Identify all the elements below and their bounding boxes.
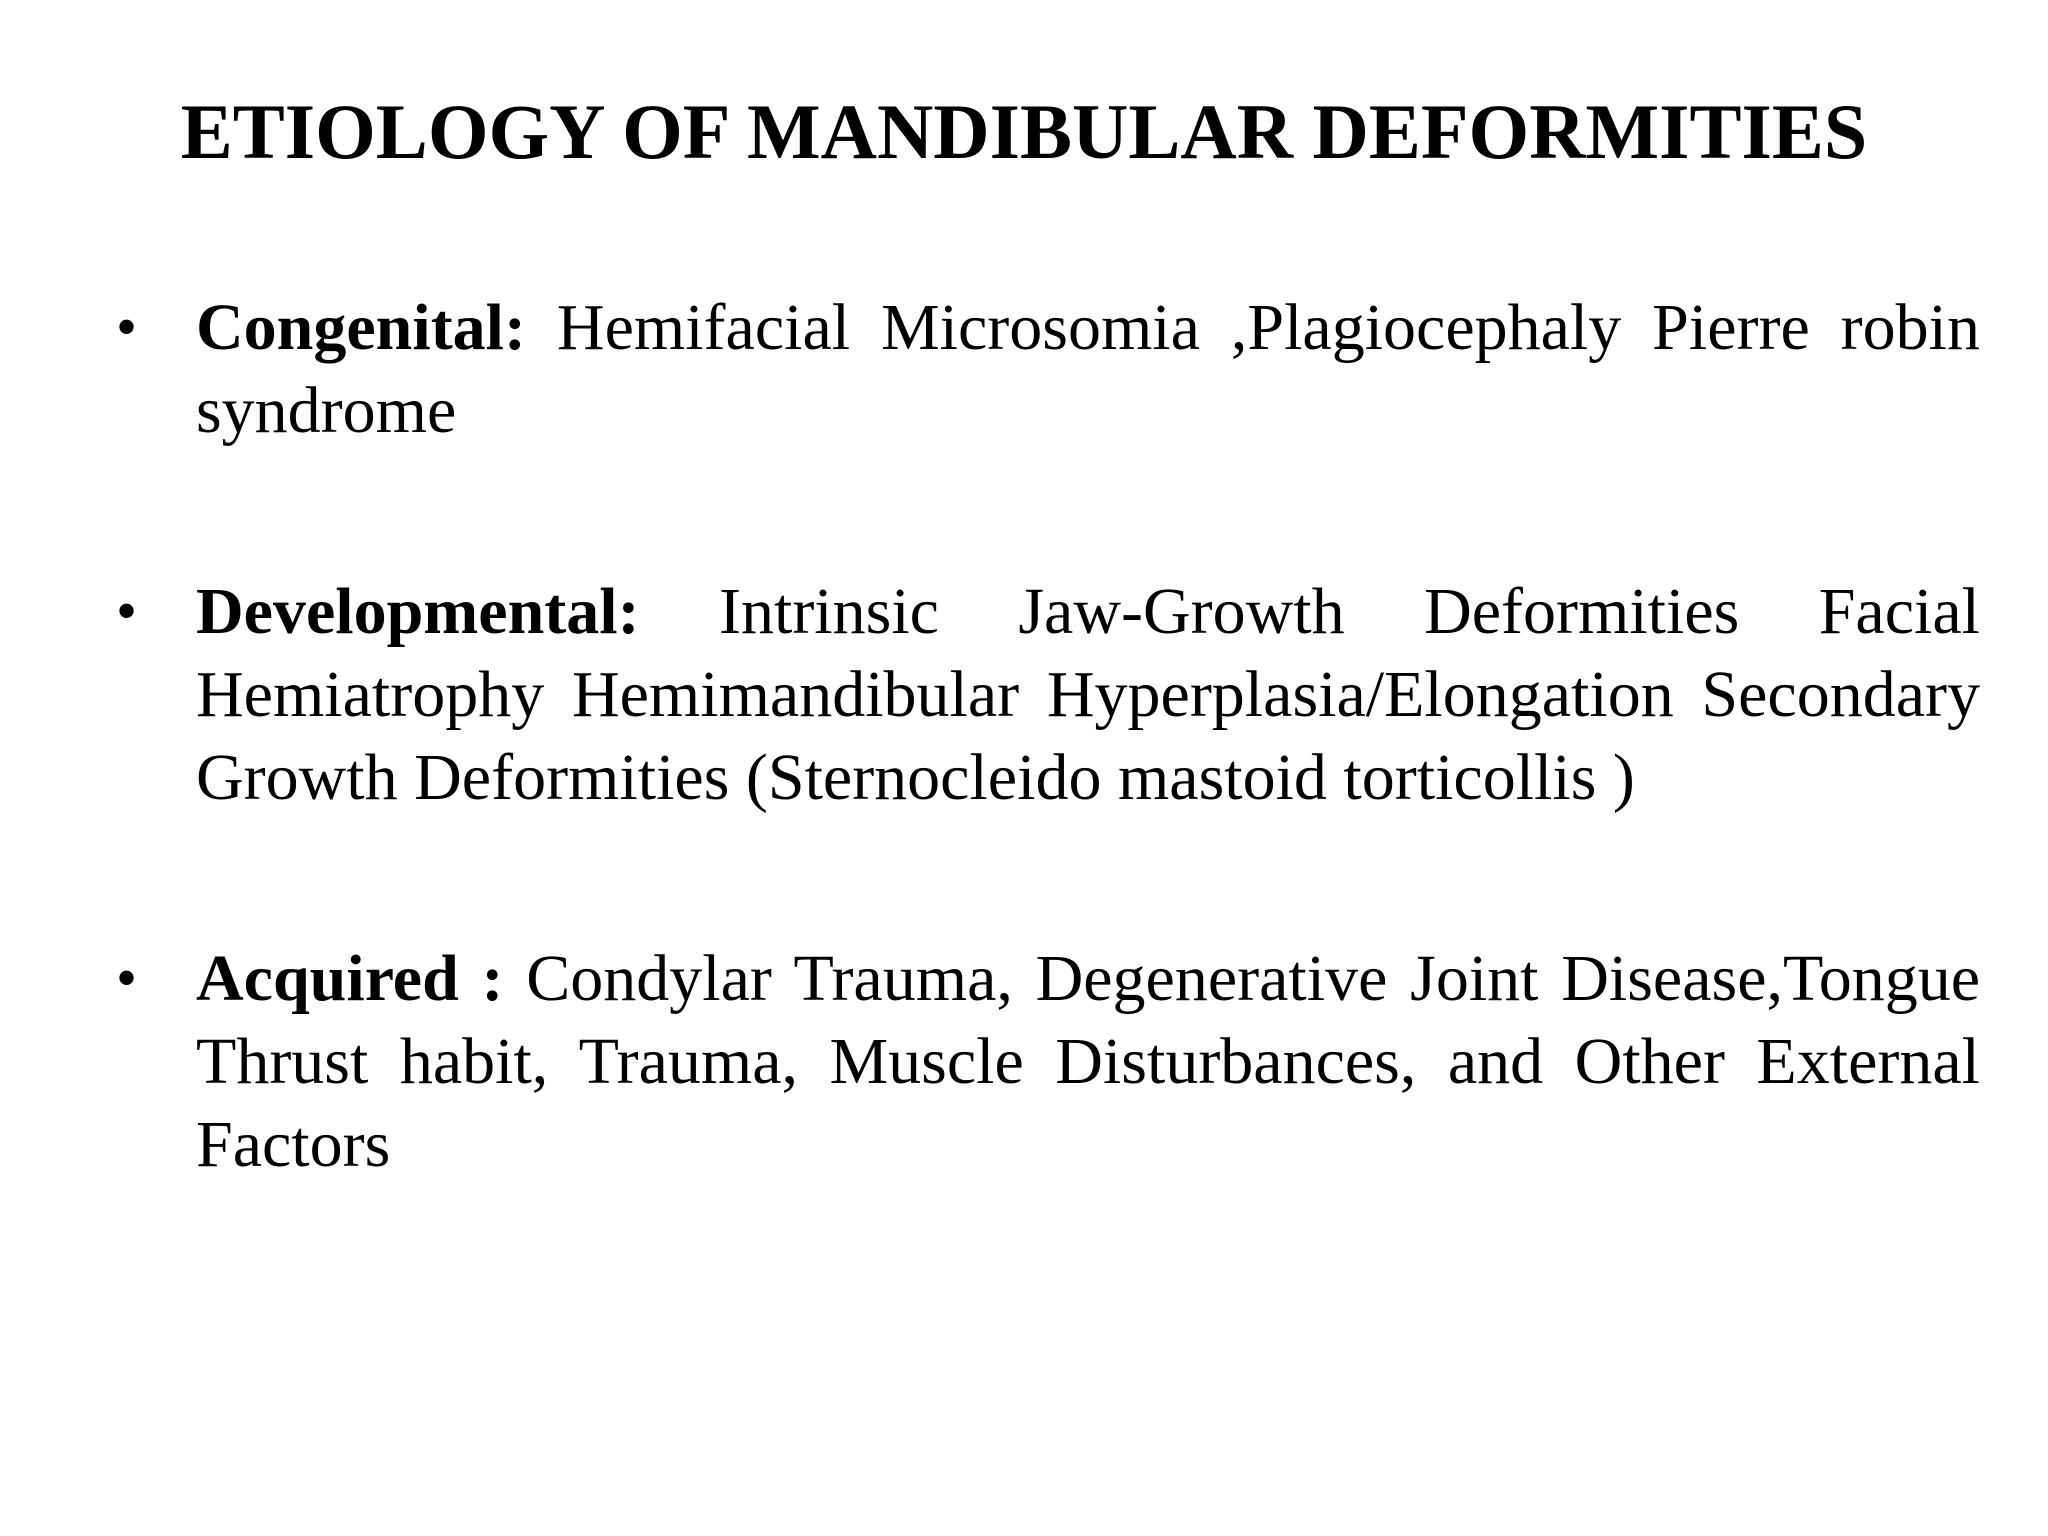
bullet-term: Congenital: [196,291,526,364]
bullet-term: Acquired : [196,942,504,1015]
bullet-text: Intrinsic Jaw-Growth Deformities Facial Hemiatrophy Hemimandibular Hyperplasia/Elongation Secondary Growth Deformities (Sternocleido mastoid torticollis ) [196,575,1980,814]
bullet-icon: • [116,294,138,360]
bullet-item-acquired [110,937,1980,1186]
bullet-term: Developmental: [196,575,640,648]
bullet-item-congenital [110,286,1980,452]
bullet-icon: • [116,945,138,1011]
bullet-text: Hemifacial Microsomia ,Plagiocephaly Pierre robin syndrome [196,291,1980,447]
slide-title: ETIOLOGY OF MANDIBULAR DEFORMITIES [180,88,1868,175]
bullet-list [110,286,1980,1186]
bullet-item-developmental [110,570,1980,819]
bullet-text: Condylar Trauma, Degenerative Joint Disease,Tongue Thrust habit, Trauma, Muscle Disturbances, and Other External Factors [196,942,1980,1181]
bullet-icon: • [116,578,138,644]
